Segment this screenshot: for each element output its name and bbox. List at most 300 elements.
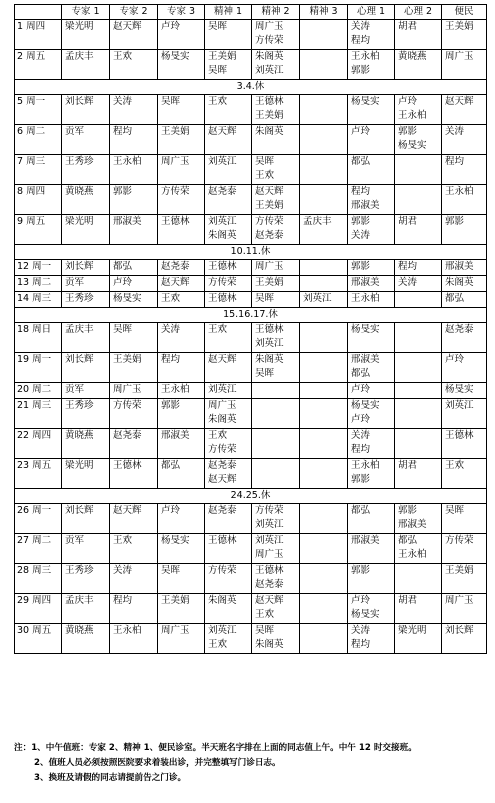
staff-name: 吴晖 [255,625,275,636]
duty-cell-expert-2 [110,624,158,654]
staff-name: 刘英江 [255,338,284,349]
duty-cell-psych-1 [205,125,252,155]
staff-name: 王欢 [255,170,275,181]
staff-name: 周广玉 [255,21,284,32]
date-cell: 29 周四 [15,594,62,624]
duty-cell-expert-2 [110,95,158,125]
duty-cell-expert-3 [158,276,205,292]
duty-cell-counsel-1 [348,594,395,624]
staff-name: 都弘 [351,156,371,167]
duty-cell-expert-2 [110,323,158,353]
duty-cell-counsel-1 [348,624,395,654]
duty-cell-counsel-2 [395,624,442,654]
duty-schedule-sheet [14,4,486,654]
duty-cell-psych-2 [252,504,300,534]
staff-name: 赵天辉 [255,595,284,606]
duty-cell-expert-1 [62,95,110,125]
duty-cell-expert-2 [110,276,158,292]
duty-cell-psych-1 [205,399,252,429]
staff-name: 吴晖 [161,96,181,107]
staff-name: 邢淑美 [161,430,190,441]
staff-name: 胡君 [398,21,418,32]
staff-name: 王美娟 [161,126,190,137]
duty-cell-psych-3 [300,276,348,292]
duty-cell-psych-2 [252,185,300,215]
staff-name: 王永柏 [113,156,142,167]
staff-name: 黄晓燕 [65,625,94,636]
duty-cell-counsel-2 [395,20,442,50]
duty-cell-expert-3 [158,353,205,383]
date-cell: 6 周二 [15,125,62,155]
duty-cell-counsel-1 [348,353,395,383]
schedule-row [15,459,487,489]
staff-name: 朱阁英 [255,51,284,62]
staff-name: 郭影 [161,400,181,411]
staff-name: 王欢 [208,639,228,650]
duty-cell-convenience [442,155,487,185]
staff-name: 程均 [398,261,418,272]
staff-name: 朱阁英 [255,126,284,137]
duty-cell-counsel-1 [348,215,395,245]
schedule-row [15,292,487,308]
staff-name: 卢玲 [113,277,133,288]
staff-name: 刘英江 [208,216,237,227]
column-header-date [15,5,62,20]
holiday-label: 3.4.休 [15,80,487,95]
staff-name: 吴晖 [208,65,228,76]
holiday-label: 10.11.休 [15,245,487,260]
duty-cell-expert-1 [62,50,110,80]
staff-name: 王欢 [445,460,465,471]
duty-cell-psych-2 [252,534,300,564]
staff-name: 王欢 [208,324,228,335]
staff-name: 程均 [445,156,465,167]
staff-name: 刘长辉 [65,354,94,365]
staff-name: 赵天辉 [113,505,142,516]
staff-name: 周广玉 [255,261,284,272]
staff-name: 赵天辉 [208,126,237,137]
staff-name: 王德林 [208,261,237,272]
duty-cell-counsel-1 [348,429,395,459]
staff-name: 关涛 [113,96,133,107]
duty-cell-psych-3 [300,95,348,125]
schedule-row [15,20,487,50]
duty-cell-psych-2 [252,624,300,654]
duty-cell-psych-3 [300,260,348,276]
staff-name: 都弘 [445,293,465,304]
date-cell: 7 周三 [15,155,62,185]
schedule-row [15,260,487,276]
staff-name: 关涛 [445,126,465,137]
duty-cell-expert-2 [110,399,158,429]
duty-cell-expert-3 [158,20,205,50]
staff-name: 刘英江 [208,156,237,167]
duty-cell-expert-3 [158,564,205,594]
staff-name: 刘英江 [255,535,284,546]
staff-name: 刘长辉 [445,625,474,636]
duty-cell-psych-1 [205,50,252,80]
duty-cell-psych-1 [205,95,252,125]
duty-cell-counsel-2 [395,399,442,429]
duty-cell-expert-1 [62,504,110,534]
schedule-row [15,399,487,429]
duty-cell-psych-2 [252,50,300,80]
staff-name: 赵天辉 [208,474,237,485]
duty-cell-convenience [442,323,487,353]
staff-name: 郭影 [398,505,418,516]
duty-cell-psych-2 [252,20,300,50]
duty-cell-psych-2 [252,125,300,155]
duty-cell-counsel-1 [348,459,395,489]
staff-name: 卢玲 [398,96,418,107]
staff-name: 卢玲 [445,354,465,365]
staff-name: 王永柏 [351,293,380,304]
date-cell: 22 周四 [15,429,62,459]
date-cell: 2 周五 [15,50,62,80]
duty-cell-psych-1 [205,155,252,185]
duty-cell-convenience [442,624,487,654]
duty-cell-expert-3 [158,459,205,489]
staff-name: 方传荣 [445,535,474,546]
holiday-label: 24.25.休 [15,489,487,504]
staff-name: 王欢 [208,430,228,441]
duty-cell-psych-3 [300,504,348,534]
staff-name: 周广玉 [445,51,474,62]
duty-cell-expert-3 [158,155,205,185]
duty-cell-expert-3 [158,323,205,353]
staff-name: 周广玉 [255,549,284,560]
duty-cell-convenience [442,564,487,594]
schedule-row [15,429,487,459]
duty-cell-psych-2 [252,292,300,308]
staff-name: 程均 [113,595,133,606]
staff-name: 孟庆丰 [65,324,94,335]
duty-cell-convenience [442,292,487,308]
column-header-convenience: 便民 [442,5,487,20]
duty-cell-counsel-1 [348,323,395,353]
duty-cell-psych-3 [300,215,348,245]
staff-name: 王德林 [113,460,142,471]
duty-cell-counsel-2 [395,594,442,624]
duty-cell-counsel-2 [395,125,442,155]
duty-cell-counsel-2 [395,185,442,215]
staff-name: 王美娟 [255,200,284,211]
duty-cell-expert-2 [110,429,158,459]
duty-cell-expert-1 [62,594,110,624]
duty-cell-psych-2 [252,276,300,292]
duty-cell-expert-1 [62,429,110,459]
staff-name: 赵尧泰 [161,261,190,272]
duty-cell-counsel-2 [395,260,442,276]
staff-name: 吴晖 [445,505,465,516]
staff-name: 邢淑美 [351,200,380,211]
staff-name: 王永柏 [161,384,190,395]
duty-cell-expert-1 [62,276,110,292]
duty-cell-expert-2 [110,459,158,489]
staff-name: 杨旻实 [445,384,474,395]
staff-name: 程均 [161,354,181,365]
date-cell: 30 周五 [15,624,62,654]
staff-name: 赵尧泰 [208,505,237,516]
duty-cell-psych-3 [300,564,348,594]
duty-cell-counsel-2 [395,50,442,80]
duty-cell-expert-3 [158,125,205,155]
duty-cell-counsel-1 [348,260,395,276]
staff-name: 孟庆丰 [65,51,94,62]
holiday-label: 15.16.17.休 [15,308,487,323]
duty-cell-psych-1 [205,215,252,245]
duty-cell-psych-2 [252,564,300,594]
staff-name: 朱阁英 [255,354,284,365]
date-cell: 21 周三 [15,399,62,429]
staff-name: 王欢 [161,293,181,304]
duty-cell-counsel-2 [395,429,442,459]
staff-name: 黄晓燕 [398,51,427,62]
staff-name: 赵尧泰 [208,186,237,197]
duty-cell-expert-3 [158,292,205,308]
schedule-body [15,5,487,654]
staff-name: 卢玲 [161,21,181,32]
duty-cell-convenience [442,353,487,383]
staff-name: 王美娟 [445,565,474,576]
duty-cell-expert-3 [158,624,205,654]
staff-name: 朱阁英 [208,230,237,241]
duty-cell-psych-3 [300,459,348,489]
duty-cell-psych-1 [205,594,252,624]
duty-cell-psych-1 [205,276,252,292]
duty-cell-counsel-1 [348,276,395,292]
duty-cell-convenience [442,50,487,80]
schedule-row [15,624,487,654]
staff-name: 王德林 [445,430,474,441]
duty-cell-psych-3 [300,155,348,185]
duty-cell-convenience [442,215,487,245]
duty-cell-psych-3 [300,50,348,80]
duty-cell-psych-1 [205,429,252,459]
column-header-psych-3: 精神 3 [300,5,348,20]
staff-name: 王欢 [255,609,275,620]
duty-cell-psych-1 [205,260,252,276]
staff-name: 方传荣 [161,186,190,197]
duty-cell-expert-3 [158,534,205,564]
staff-name: 赵尧泰 [445,324,474,335]
duty-cell-expert-1 [62,260,110,276]
duty-cell-counsel-1 [348,504,395,534]
staff-name: 杨旻实 [351,324,380,335]
staff-name: 孟庆丰 [65,595,94,606]
date-cell: 23 周五 [15,459,62,489]
duty-cell-counsel-2 [395,215,442,245]
staff-name: 吴晖 [161,565,181,576]
staff-name: 梁光明 [398,625,427,636]
duty-cell-expert-3 [158,50,205,80]
staff-name: 杨旻实 [351,609,380,620]
duty-cell-expert-3 [158,215,205,245]
duty-cell-counsel-1 [348,50,395,80]
duty-cell-counsel-1 [348,399,395,429]
schedule-row [15,155,487,185]
staff-name: 邢淑美 [445,261,474,272]
staff-name: 贡军 [65,535,85,546]
date-cell: 1 周四 [15,20,62,50]
schedule-row [15,215,487,245]
duty-cell-psych-3 [300,399,348,429]
duty-cell-counsel-1 [348,185,395,215]
staff-name: 都弘 [351,368,371,379]
duty-schedule-table [14,4,487,654]
duty-cell-psych-3 [300,353,348,383]
date-cell: 5 周一 [15,95,62,125]
staff-name: 王永柏 [351,51,380,62]
schedule-row [15,185,487,215]
staff-name: 杨旻实 [351,96,380,107]
duty-cell-psych-3 [300,383,348,399]
staff-name: 王欢 [113,51,133,62]
staff-name: 程均 [351,444,371,455]
duty-cell-expert-2 [110,155,158,185]
duty-cell-psych-2 [252,215,300,245]
staff-name: 杨旻实 [113,293,142,304]
duty-cell-counsel-2 [395,155,442,185]
staff-name: 王德林 [255,324,284,335]
staff-name: 邢淑美 [351,277,380,288]
duty-cell-convenience [442,125,487,155]
staff-name: 黄晓燕 [65,430,94,441]
staff-name: 王德林 [255,565,284,576]
staff-name: 郭影 [398,126,418,137]
staff-name: 吴晖 [255,293,275,304]
staff-name: 关涛 [351,230,371,241]
duty-cell-psych-1 [205,504,252,534]
staff-name: 杨旻实 [351,400,380,411]
staff-name: 卢玲 [161,505,181,516]
staff-name: 刘长辉 [65,505,94,516]
duty-cell-expert-1 [62,20,110,50]
schedule-row [15,50,487,80]
staff-name: 关涛 [351,21,371,32]
duty-cell-convenience [442,429,487,459]
duty-cell-expert-1 [62,323,110,353]
duty-cell-psych-2 [252,260,300,276]
duty-cell-psych-3 [300,185,348,215]
staff-name: 朱阁英 [445,277,474,288]
duty-cell-convenience [442,383,487,399]
staff-name: 赵尧泰 [255,579,284,590]
column-header-counsel-1: 心理 1 [348,5,395,20]
duty-cell-expert-3 [158,504,205,534]
duty-cell-convenience [442,504,487,534]
staff-name: 都弘 [161,460,181,471]
schedule-row [15,383,487,399]
note-2: 2、值班人员必须按照医院要求着装出诊，并完整填写门诊日志。 [34,758,281,768]
date-cell: 28 周三 [15,564,62,594]
staff-name: 梁光明 [65,216,94,227]
schedule-row [15,353,487,383]
duty-cell-psych-2 [252,155,300,185]
schedule-row [15,564,487,594]
duty-cell-expert-3 [158,185,205,215]
duty-cell-psych-2 [252,323,300,353]
duty-cell-psych-1 [205,323,252,353]
staff-name: 邢淑美 [351,354,380,365]
staff-name: 杨旻实 [161,535,190,546]
staff-name: 周广玉 [161,156,190,167]
staff-name: 朱阁英 [255,639,284,650]
staff-name: 郭影 [351,474,371,485]
duty-cell-convenience [442,95,487,125]
staff-name: 朱阁英 [208,595,237,606]
staff-name: 关涛 [161,324,181,335]
staff-name: 吴晖 [255,368,275,379]
duty-cell-psych-1 [205,564,252,594]
duty-cell-convenience [442,20,487,50]
staff-name: 王美娟 [255,277,284,288]
duty-cell-expert-2 [110,50,158,80]
staff-name: 王秀珍 [65,156,94,167]
staff-name: 都弘 [351,505,371,516]
date-cell: 19 周一 [15,353,62,383]
staff-name: 关涛 [398,277,418,288]
duty-cell-psych-3 [300,429,348,459]
staff-name: 赵天辉 [255,186,284,197]
date-cell: 9 周五 [15,215,62,245]
duty-cell-expert-3 [158,383,205,399]
staff-name: 王永柏 [398,110,427,121]
column-header-counsel-2: 心理 2 [395,5,442,20]
duty-cell-counsel-1 [348,95,395,125]
duty-cell-expert-2 [110,292,158,308]
duty-cell-psych-3 [300,20,348,50]
duty-cell-expert-2 [110,534,158,564]
staff-name: 刘长辉 [65,96,94,107]
staff-name: 王德林 [255,96,284,107]
holiday-separator-row [15,489,487,504]
duty-cell-counsel-2 [395,292,442,308]
staff-name: 王美娟 [208,51,237,62]
staff-name: 王秀珍 [65,565,94,576]
staff-name: 邢淑美 [398,519,427,530]
date-cell: 26 周一 [15,504,62,534]
staff-name: 周广玉 [445,595,474,606]
duty-cell-expert-2 [110,20,158,50]
duty-cell-expert-1 [62,624,110,654]
duty-cell-counsel-2 [395,323,442,353]
duty-cell-expert-2 [110,260,158,276]
schedule-row [15,125,487,155]
schedule-row [15,504,487,534]
staff-name: 吴晖 [208,21,228,32]
staff-name: 方传荣 [255,216,284,227]
staff-name: 王秀珍 [65,293,94,304]
staff-name: 王美娟 [445,21,474,32]
note-3: 3、换班及请假的同志请提前告之门诊。 [34,773,187,783]
duty-cell-expert-3 [158,594,205,624]
duty-cell-psych-2 [252,95,300,125]
duty-cell-counsel-1 [348,564,395,594]
duty-cell-counsel-1 [348,534,395,564]
duty-cell-counsel-2 [395,534,442,564]
staff-name: 贡军 [65,384,85,395]
duty-cell-expert-3 [158,95,205,125]
staff-name: 方传荣 [255,35,284,46]
staff-name: 方传荣 [113,400,142,411]
date-cell: 18 周日 [15,323,62,353]
staff-name: 王永柏 [445,186,474,197]
schedule-row [15,276,487,292]
staff-name: 王德林 [208,293,237,304]
staff-name: 刘英江 [445,400,474,411]
duty-cell-convenience [442,399,487,429]
